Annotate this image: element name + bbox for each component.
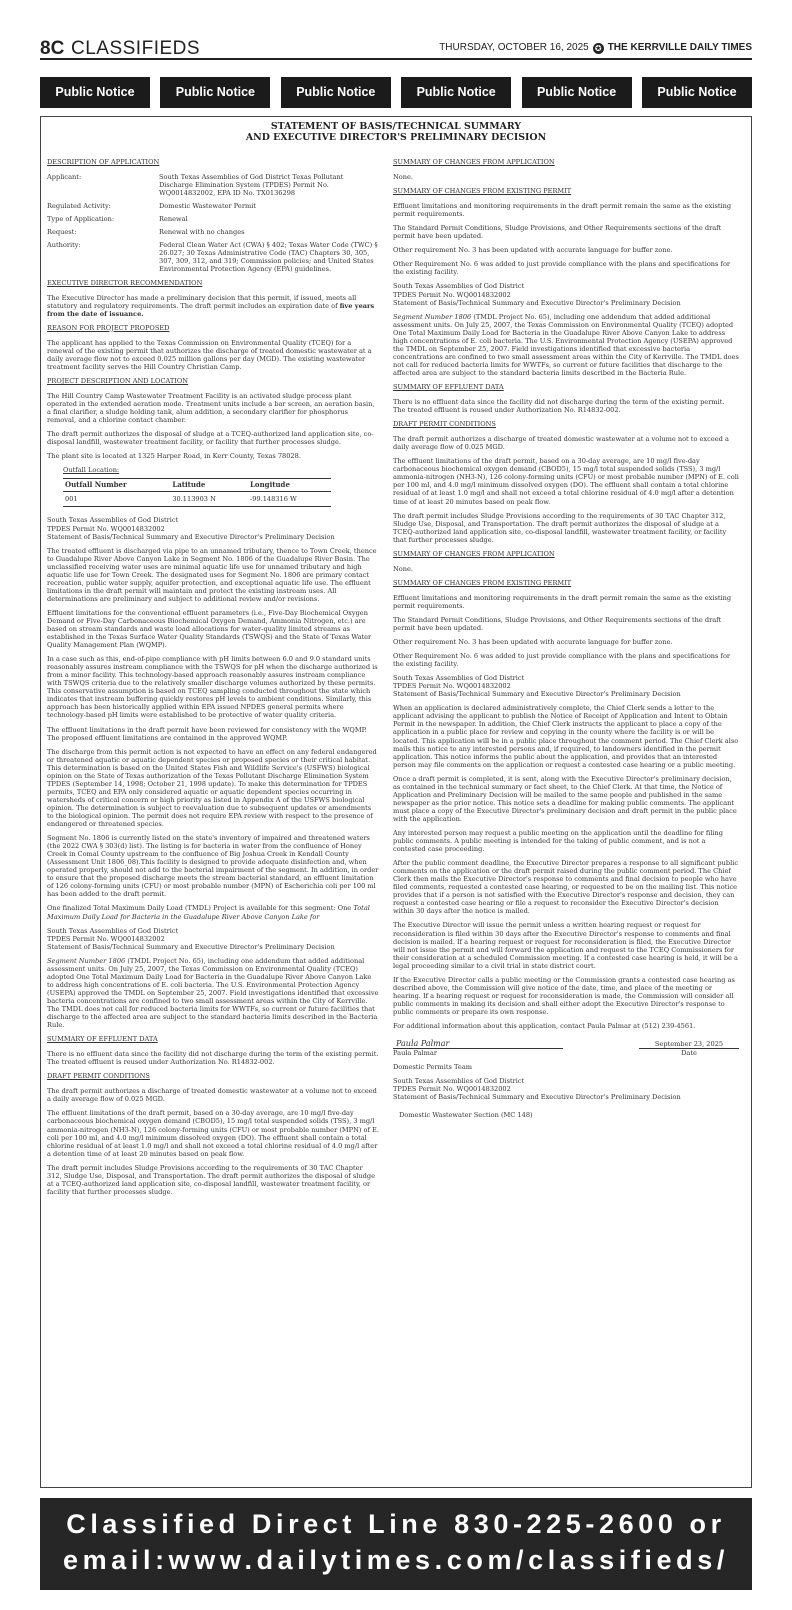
italic-text: Total Maximum Daily Load for Bacteria in the Guadalupe River Above Canyon Lake for (47, 904, 370, 921)
wastewater-section: Domestic Wastewater Section (MC 148) (399, 1111, 533, 1120)
paragraph: Segment No. 1806 is currently listed on the state's inventory of impaired and threatened waters (the 2022 CWA § 303(d) list). The listing is for bacteria in water from the confluence of Honey Creek in Comal County upstream to the confluence of Big Joshua Creek in Kendall County (Assessment Unit 1806_08).This facility is designed to provide adequate disinfection and, when operated properly, should not add to the bacterial impairment of the segment. In addition, in order to ensure that the proposed discharge meets the stream bacterial standard, an effluent limitation of 126 colony-forming units (CFU) or most probable number (MPN) of Escherichia coli per 100 ml has been added to the draft permit. (47, 834, 379, 899)
section-heading: SUMMARY OF EFFLUENT DATA (393, 382, 504, 391)
page-number: 8C (40, 38, 65, 59)
info-row (47, 228, 379, 236)
info-value: Domestic Wastewater Permit (159, 202, 256, 211)
paragraph: The Standard Permit Conditions, Sludge Provisions, and Other Requirements sections of the draft permit have been updated. (393, 615, 722, 633)
paragraph: The draft permit includes Sludge Provisions according to the requirements of 30 TAC Chapter 312, Sludge Use, Disposal, and Transportation. The draft permit authorizes the disposal of sludge at a TCEQ-authorized land application site, co-disposal landfill, wastewater treatment facility, or facility that further processes sludge. (47, 1163, 375, 1196)
info-value: Renewal with no changes (159, 228, 245, 237)
paragraph-text: (TMDL Project No. 65), including one addendum that added additional assessment units. On July 25, 2007, the Texas Commission on Environmental Quality (TCEQ) adopted One Total Maximum Daily Load for Bacteria in the Guadalupe River Above Canyon Lake to address high concentrations of E. coli bacteria. The U.S. Environmental Protection Agency (USEPA) approved the TMDL on September 25, 2007. Field investigations identified that excessive bacteria concentrations are confined to two small assessment areas within the City of Kerrville. The TMDL does not call for reduced bacteria limits for WWTFs, so current or future facilities that discharge to the affected area are subject to the standard bacteria limits described in the Bacteria Rule. (393, 312, 739, 377)
permit-reference-block (393, 1077, 739, 1101)
reference-line: TPDES Permit No. WQ0014832002 (393, 1085, 511, 1094)
signature-labels (393, 1049, 739, 1057)
info-value: Federal Clean Water Act (CWA) § 402; Texas Water Code (TWC) § 26.027; 30 Texas Administrative Code (TAC) Chapters 30, 305, 307, 309, 312, and 319; Commission policies; and United States Environmental Protection Agency (EPA) guidelines. (159, 241, 378, 274)
section-heading: SUMMARY OF CHANGES FROM APPLICATION (393, 549, 555, 558)
star-icon: ✪ (593, 43, 604, 54)
reference-line: Statement of Basis/Technical Summary and Executive Director's Preliminary Decision (393, 298, 681, 307)
paragraph: The effluent limitations of the draft permit, based on a 30-day average, are 10 mg/l five-day carbonaceous biochemical oxygen demand (CBOD5), 15 mg/l total suspended solids (TSS), 3 mg/l ammonia-nitrogen (NH3-N), 126 colony-forming units (CFU) or most probable number (MPN) of E. coli per 100 ml, and 4.0 mg/l minimum dissolved oxygen (DO). The effluent shall contain a total chlorine residual of at least 1.0 mg/l and shall not exceed a total chlorine residual of 4.0 mg/l after a detention time of at least 20 minutes based on peak flow. (47, 1109, 379, 1158)
info-row (47, 173, 379, 197)
signer-name: Paula Palmar (393, 1049, 437, 1058)
permit-reference-block (393, 282, 739, 306)
paragraph: The plant site is located at 1325 Harper Road, in Kerr County, Texas 78028. (47, 452, 301, 461)
title-line: AND EXECUTIVE DIRECTOR'S PRELIMINARY DECISION (245, 132, 547, 143)
paragraph (393, 313, 739, 377)
info-value: South Texas Assemblies of God District Texas Pollutant Discharge Elimination System (TPDES) Permit No. WQ0014832002, EPA ID No. TX0136298 (159, 173, 344, 198)
paragraph: Other requirement No. 3 has been updated with accurate language for buffer zone. (393, 638, 673, 647)
reference-line: South Texas Assemblies of God District (393, 282, 525, 291)
info-key: Request: (47, 228, 77, 237)
reference-line: TPDES Permit No. WQ0014832002 (393, 290, 511, 299)
date-label: Date (681, 1049, 697, 1058)
public-notice-tab: Public Notice (40, 77, 150, 108)
paragraph: The draft permit authorizes a discharge of treated domestic wastewater at a volume not to exceed a daily average flow of 0.025 MGD. (47, 1087, 377, 1104)
newspaper-name: THE KERRVILLE DAILY TIMES (607, 42, 752, 53)
classified-banner (40, 1498, 752, 1590)
section-heading: SUMMARY OF CHANGES FROM EXISTING PERMIT (393, 578, 572, 587)
paragraph: The effluent limitations of the draft permit, based on a 30-day average, are 10 mg/l five-day carbonaceous biochemical oxygen demand (CBOD5), 15 mg/l total suspended solids (TSS), 3 mg/l ammonia-nitrogen (NH3-N), 126 colony-forming units (CFU) or most probable number (MPN) of E. coli per 100 ml, and 4.0 mg/l minimum dissolved oxygen (DO). The effluent shall contain a total chlorine residual of at least 1.0 mg/l and shall not exceed a total chlorine residual of 4.0 mg/l after a detention time of at least 20 minutes based on peak flow. (393, 457, 739, 506)
reference-line: TPDES Permit No. WQ0014832002 (47, 524, 165, 533)
reference-line: Statement of Basis/Technical Summary and Executive Director's Preliminary Decision (47, 942, 335, 951)
paragraph: If the Executive Director calls a public meeting or the Commission grants a contested case hearing as described above, the Commission will give notice of the date, time, and place of the meeting or hearing. If a hearing request or request for reconsideration is made, the Commission will consider all public comments in making its decision and shall either adopt the Executive Director's response to public comments or prepare its own response. (393, 975, 735, 1016)
paragraph: Other Requirement No. 6 was added to just provide compliance with the plans and specifications for the existing facility. (393, 260, 731, 277)
italic-text: Segment Number 1806 (393, 312, 472, 321)
reference-line: Statement of Basis/Technical Summary and Executive Director's Preliminary Decision (393, 690, 681, 699)
paragraph: The applicant has applied to the Texas Commission on Environmental Quality (TCEQ) for a renewal of the existing permit that authorizes the discharge of treated domestic wastewater at a daily average flow not to exceed 0.025 million gallons per day (MGD). The existing wastewater treatment facility serves the Hill Country Christian Camp. (47, 338, 372, 371)
info-row (47, 202, 379, 210)
section-heading: SUMMARY OF EFFLUENT DATA (47, 1035, 158, 1044)
paragraph: The draft permit authorizes a discharge of treated domestic wastewater at a volume not to exceed a daily average flow of 0.025 MGD. (393, 435, 729, 452)
paragraph-text: One finalized Total Maximum Daily Load (TMDL) Project is available for this segment: One (47, 904, 352, 913)
masthead (40, 30, 752, 60)
permit-reference-block (47, 516, 379, 540)
paragraph: The treated effluent is discharged via pipe to an unnamed tributary, thence to Town Creek, thence to Guadalupe River Above Canyon Lake in Segment No. 1806 of the Guadalupe River Basin. The unclassified receiving water uses are minimal aquatic life use for unnamed tributary and high aquatic life use for Town Creek. The designated uses for Segment No. 1806 are primary contact recreation, public water supply, aquifer protection, and exceptional aquatic life use. The effluent limitations in the draft permit will maintain and protect the existing instream uses. All determinations are preliminary and subject to additional review and/or revisions. (47, 546, 377, 603)
italic-text: Segment Number 1806 (47, 956, 126, 965)
paragraph-text: (TMDL Project No. 65), including one addendum that added additional assessment units. On July 25, 2007, the Texas Commission on Environmental Quality (TCEQ) adopted One Total Maximum Daily Load for Bacteria in the Guadalupe River Above Canyon Lake to address high concentrations of E. coli bacteria. The U.S. Environmental Protection Agency (USEPA) approved the TMDL on September 25, 2007. Field investigations identified that excessive bacteria concentrations are confined to two small assessment areas within the City of Kerrville. The TMDL does not call for reduced bacteria limits for WWTFs, so current or future facilities that discharge to the affected area are subject to the standard bacteria limits described in the Bacteria Rule. (47, 956, 379, 1030)
paragraph: There is no effluent data since the facility did not discharge during the term of the existing permit. The treated effluent is reused under Authorization No. R14832-002. (47, 1050, 379, 1067)
paragraph: The Executive Director will issue the permit unless a written hearing request or request for reconsideration is filed within 30 days after the Executive Director's response to comments and final decision is mailed. If a hearing request or request for reconsideration is filed, the Executive Director will not issue the permit and will forward the application and request to the TCEQ Commissioners for their consideration at a scheduled Commission meeting. If a contested case hearing is held, it will be a legal proceeding similar to a civil trial in state district court. (393, 921, 738, 970)
permit-reference-block (393, 674, 739, 698)
reference-line: South Texas Assemblies of God District (47, 516, 179, 525)
banner-line-email: email:www.dailytimes.com/classifieds/ (63, 1545, 729, 1575)
section-title: CLASSIFIEDS (71, 38, 201, 59)
paragraph: The draft permit authorizes the disposal of sludge at a TCEQ-authorized land application site, co-disposal landfill, wastewater treatment facility, or facility that further processes sludge. (47, 430, 374, 447)
permit-reference-block (47, 927, 379, 951)
column-header: Latitude (170, 479, 248, 492)
column-header: Outfall Number (63, 479, 170, 492)
issue-date: THURSDAY, OCTOBER 16, 2025 (439, 42, 589, 53)
paragraph: For additional information about this application, contact Paula Palmar at (512) 239-4561. (393, 1021, 696, 1030)
section-heading: REASON FOR PROJECT PROPOSED (47, 323, 170, 332)
column-header: Longitude (248, 479, 331, 492)
table-cell: -99.148316 W (248, 492, 331, 507)
paragraph: The Hill Country Camp Wastewater Treatment Facility is an activated sludge process plant operated in the extended aeration mode. Treatment units include a bar screen, an aeration basin, a final clarifier, a sludge holding tank, alum addition, a secondary clarifier for phosphorus removal, and a chlorine contact chamber. (47, 391, 375, 425)
banner-line-phone: Classified Direct Line 830-225-2600 or (66, 1509, 726, 1539)
signer-team: Domestic Permits Team (393, 1063, 472, 1072)
masthead-right (439, 42, 752, 54)
section-heading: EXECUTIVE DIRECTOR RECOMMENDATION (47, 278, 203, 287)
info-key: Applicant: (47, 173, 82, 182)
paragraph: In a case such as this, end-of-pipe compliance with pH limits between 6.0 and 9.0 standard units reasonably assures instream compliance with the TSWQS for pH when the discharge authorized is from a minor facility. This technology-based approach reasonably assures instream compliance with TSWQS criteria due to the relatively smaller discharge volumes authorized by these permits. This conservative assumption is based on TCEQ sampling conducted throughout the state which indicates that instream buffering quickly restores pH levels to ambient conditions. Similarly, this approach has been historically applied within EPA issued NPDES general permits where technology-based pH limits were established to be protective of water quality criteria. (47, 655, 378, 720)
public-notice-tabs (40, 77, 752, 108)
paragraph: When an application is declared administratively complete, the Chief Clerk sends a letter to the applicant advising the applicant to publish the Notice of Receipt of Application and Intent to Obtain Permit in the newspaper. In addition, the Chief Clerk instructs the applicant to place a copy of the application in a public place for review and copying in the county where the facility is or will be located. This application will be in a public place throughout the comment period. The Chief Clerk also mails this notice to any interested persons and, if required, to landowners identified in the permit application. This notice informs the public about the application, and provides that an interested person may file comments on the application or request a contested case hearing or a public meeting. (393, 704, 739, 769)
paragraph: Effluent limitations and monitoring requirements in the draft permit remain the same as the existing permit requirements. (393, 593, 732, 610)
paragraph: Once a draft permit is completed, it is sent, along with the Executive Director's preliminary decision, as contained in the technical summary or fact sheet, to the Chief Clerk. At that time, the Notice of Application and Preliminary Decision will be mailed to the same people and published in the same newspaper as the prior notice. This notice sets a deadline for making public comments. The applicant must place a copy of the Executive Director's preliminary decision and draft permit in the public place with the application. (393, 774, 737, 823)
paragraph (47, 294, 379, 318)
section-heading: DRAFT PERMIT CONDITIONS (393, 420, 496, 429)
table-cell: 30.113903 N (170, 492, 248, 507)
paragraph: There is no effluent data since the facility did not discharge during the term of the existing permit. The treated effluent is reused under Authorization No. R14832-002. (393, 398, 725, 415)
reference-line: Statement of Basis/Technical Summary and Executive Director's Preliminary Decision (393, 1093, 681, 1102)
reference-line: TPDES Permit No. WQ0014832002 (393, 682, 511, 691)
info-value: Renewal (159, 215, 188, 224)
public-notice-tab: Public Notice (160, 77, 270, 108)
paragraph: The discharge from this permit action is not expected to have an effect on any federal endangered or threatened aquatic or aquatic dependent species or proposed species or their critical habitat. This determination is based on the United States Fish and Wildlife Service's (USFWS) biological opinion on the State of Texas authorization of the Texas Pollutant Discharge Elimination System TPDES (September 14, 1998; October 21, 1998 update). To make this determination for TPDES permits, TCEQ and EPA only considered aquatic or aquatic dependent species occurring in watersheds of critical concern or high priority as listed in Appendix A of the USFWS biological opinion. The determination is subject to reevaluation due to subsequent updates or amendments to the biological opinion. The permit does not require EPA review with respect to the presence of endangered or threatened species. (47, 747, 377, 829)
public-notice-tab: Public Notice (522, 77, 632, 108)
paragraph: Effluent limitations and monitoring requirements in the draft permit remain the same as the existing permit requirements. (393, 202, 732, 219)
paragraph: Other requirement No. 3 has been updated with accurate language for buffer zone. (393, 246, 673, 255)
table-row (63, 492, 331, 507)
reference-line: South Texas Assemblies of God District (393, 1077, 525, 1086)
paragraph-text: The Executive Director has made a preliminary decision that this permit, if issued, meets all statutory and regulatory requirements. The draft permit includes an expiration date of (47, 293, 357, 310)
notice-box (40, 116, 752, 1488)
signature-row (393, 1040, 739, 1049)
outfall-table (63, 478, 331, 507)
reference-line: South Texas Assemblies of God District (47, 926, 179, 935)
paragraph (47, 904, 379, 920)
right-column (393, 153, 739, 1125)
paragraph: Effluent limitations for the conventional effluent parameters (i.e., Five-Day Biochemical Oxygen Demand or Five-Day Carbonaceous Biochemical Oxygen Demand, Ammonia Nitrogen, etc.) are based on stream standards and waste load allocations for water-quality limited streams as established in the Texas Surface Water Quality Standards (TSWQS) and the State of Texas Water Quality Management Plan (WQMP). (47, 608, 372, 650)
section-heading: PROJECT DESCRIPTION AND LOCATION (47, 376, 189, 385)
paragraph: After the public comment deadline, the Executive Director prepares a response to all significant public comments on the application or the draft permit raised during the public comment period. The Chief Clerk then mails the Executive Director's response to comments and final decision to people who have filed comments, requested a contested case hearing, or requested to be on the mailing list. This notice provides that if a person is not satisfied with the Executive Director's response and decision, they can request a contested case hearing or file a request to reconsider the Executive Director's decision within 30 days after the notice is mailed. (393, 859, 739, 916)
paragraph: None. (393, 173, 413, 182)
title-line: STATEMENT OF BASIS/TECHNICAL SUMMARY (270, 121, 522, 132)
paragraph: None. (393, 564, 413, 573)
signature: Paula Palmar (393, 1040, 563, 1049)
left-column (47, 153, 379, 1202)
bold-text: five years from the date of issuance. (47, 301, 375, 318)
signature-date: September 23, 2025 (639, 1040, 739, 1049)
paragraph: The effluent limitations in the draft permit have been reviewed for consistency with the WQMP. The proposed effluent limitations are contained in the approved WQMP. (47, 725, 367, 742)
paragraph: The Standard Permit Conditions, Sludge Provisions, and Other Requirements sections of the draft permit have been updated. (393, 224, 722, 241)
outfall-heading: Outfall Location: (63, 466, 120, 475)
paragraph (47, 957, 379, 1029)
info-key: Regulated Activity: (47, 202, 111, 211)
public-notice-tab: Public Notice (401, 77, 511, 108)
reference-line: Statement of Basis/Technical Summary and Executive Director's Preliminary Decision (47, 532, 335, 541)
reference-line: South Texas Assemblies of God District (393, 674, 525, 683)
public-notice-tab: Public Notice (281, 77, 391, 108)
paragraph: Other Requirement No. 6 was added to just provide compliance with the plans and specifications for the existing facility. (393, 652, 731, 669)
public-notice-tab: Public Notice (642, 77, 752, 108)
info-row (47, 215, 379, 223)
table-header-row (63, 479, 331, 492)
reference-line: TPDES Permit No. WQ0014832002 (47, 934, 165, 943)
paragraph: Any interested person may request a public meeting on the application until the deadline for filing public comments. A public meeting is intended for the taking of public comment, and is not a contested case proceeding. (393, 829, 723, 854)
info-key: Authority: (47, 241, 81, 250)
notice-title (41, 121, 751, 143)
table-cell: 001 (63, 492, 170, 507)
section-heading: DRAFT PERMIT CONDITIONS (47, 1072, 150, 1081)
paragraph: The draft permit includes Sludge Provisions according to the requirements of 30 TAC Chapter 312, Sludge Use, Disposal, and Transportation. The draft permit authorizes the disposal of sludge at a TCEQ-authorized land application site, co-disposal landfill, wastewater treatment facility, or facility that further processes sludge. (393, 511, 727, 544)
info-row (47, 241, 379, 273)
section-heading: DESCRIPTION OF APPLICATION (47, 158, 160, 166)
section-heading: SUMMARY OF CHANGES FROM EXISTING PERMIT (393, 187, 572, 196)
info-key: Type of Application: (47, 215, 115, 224)
section-heading: SUMMARY OF CHANGES FROM APPLICATION (393, 158, 555, 166)
